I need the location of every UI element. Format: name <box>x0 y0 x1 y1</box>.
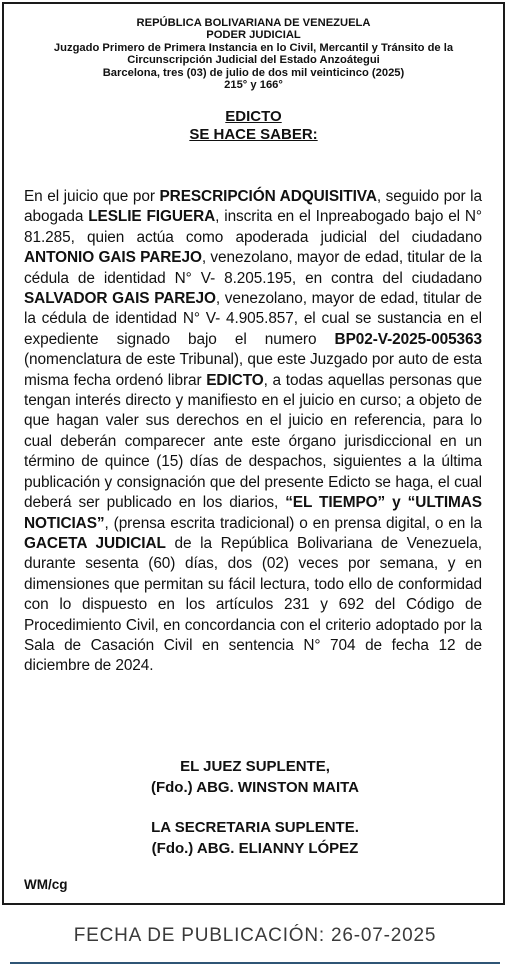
secretary-signature <box>0 817 510 859</box>
edict-title: EDICTO <box>225 108 282 126</box>
header-republic: REPÚBLICA BOLIVARIANA DE VENEZUELA <box>136 17 371 29</box>
header-years: 215° y 166° <box>224 79 283 92</box>
body-text-segment: , venezolano, mayor de edad, titular de la cédula de identidad N° V- 8.205.195, en contra del ciudadano <box>24 249 483 287</box>
attorney-name: LESLIE FIGUERA <box>88 208 216 226</box>
body-text-segment: En el juicio que por <box>24 188 160 205</box>
edict-paragraph <box>24 187 482 677</box>
drafter-initials: WM/cg <box>24 877 68 892</box>
body-text-segment: , venezolano, mayor de edad, titular de la cédula de identidad N° V- 4.905.857, el cual se sustancia en el expediente signado bajo el numero <box>24 290 482 348</box>
body-text-segment: , a todas aquellas personas que tengan interés directo y manifiesto en el juicio en curso; a objeto de que hagan valer sus derechos en el juicio en referencia, para lo cual deberán comparecer ante este órgano jurisdiccional en un término de quince (15) días de despachos, siguientes a la última publicación y consignación que del presente Edicto se haga, el cual deberá ser publicado en los diarios, <box>24 371 482 512</box>
header-court: Juzgado Primero de Primera Instancia en lo Civil, Mercantil y Tránsito de la <box>53 41 454 54</box>
body-text-segment: de la República Bolivariana de Venezuela, durante sesenta (60) días, dos (02) veces por semana, y en dimensiones que permitan su fácil lectura, todo ello de conformidad con lo dispuesto en los artículos 231 y 692 del Código de Procedimiento Civil, en concordancia con el criterio adoptado por la Sala de Casación Civil en sentencia N° 704 de fecha 12 de diciembre de 2024. <box>24 534 482 675</box>
body-text-segment: , (prensa escrita tradicional) o en prensa digital, o en la <box>104 514 482 532</box>
publication-date: FECHA DE PUBLICACIÓN: 26-07-2025 <box>73 925 437 946</box>
defendant-name: SALVADOR GAIS PAREJO <box>24 290 216 308</box>
plaintiff-name: ANTONIO GAIS PAREJO <box>24 249 202 267</box>
secretary-title: LA SECRETARIA SUPLENTE. <box>151 819 359 836</box>
judge-name: (Fdo.) ABG. WINSTON MAITA <box>150 779 360 796</box>
court-header <box>4 4 503 91</box>
edict-subtitle: SE HACE SABER: <box>189 126 318 144</box>
secretary-name: (Fdo.) ABG. ELIANNY LÓPEZ <box>151 840 359 857</box>
judge-title: EL JUEZ SUPLENTE, <box>180 758 330 775</box>
gazette-name: GACETA JUDICIAL <box>24 534 166 552</box>
body-text-segment: , seguido por la abogada <box>24 188 482 226</box>
judge-signature <box>0 756 510 798</box>
case-number: BP02-V-2025-005363 <box>334 330 482 348</box>
edict-body <box>24 187 482 677</box>
edict-reference: EDICTO <box>206 371 264 389</box>
case-type: PRESCRIPCIÓN ADQUISITIVA <box>159 188 377 205</box>
header-date: Barcelona, tres (03) de julio de dos mil veinticinco (2025) <box>102 66 405 79</box>
header-circumscription: Circunscripción Judicial del Estado Anzoátegui <box>127 54 380 67</box>
body-text-segment: , inscrita en el Inpreabogado bajo el N° 81.285, quien actúa como apoderada judicial del ciudadano <box>24 208 482 246</box>
body-text-segment: (nomenclatura de este Tribunal), que este Juzgado por auto de esta misma fecha ordenó librar <box>24 351 482 389</box>
header-judicial-power: PODER JUDICIAL <box>206 29 301 42</box>
newspaper-names: “EL TIEMPO” y “ULTIMAS NOTICIAS” <box>24 494 482 532</box>
footer-rule <box>10 962 500 964</box>
